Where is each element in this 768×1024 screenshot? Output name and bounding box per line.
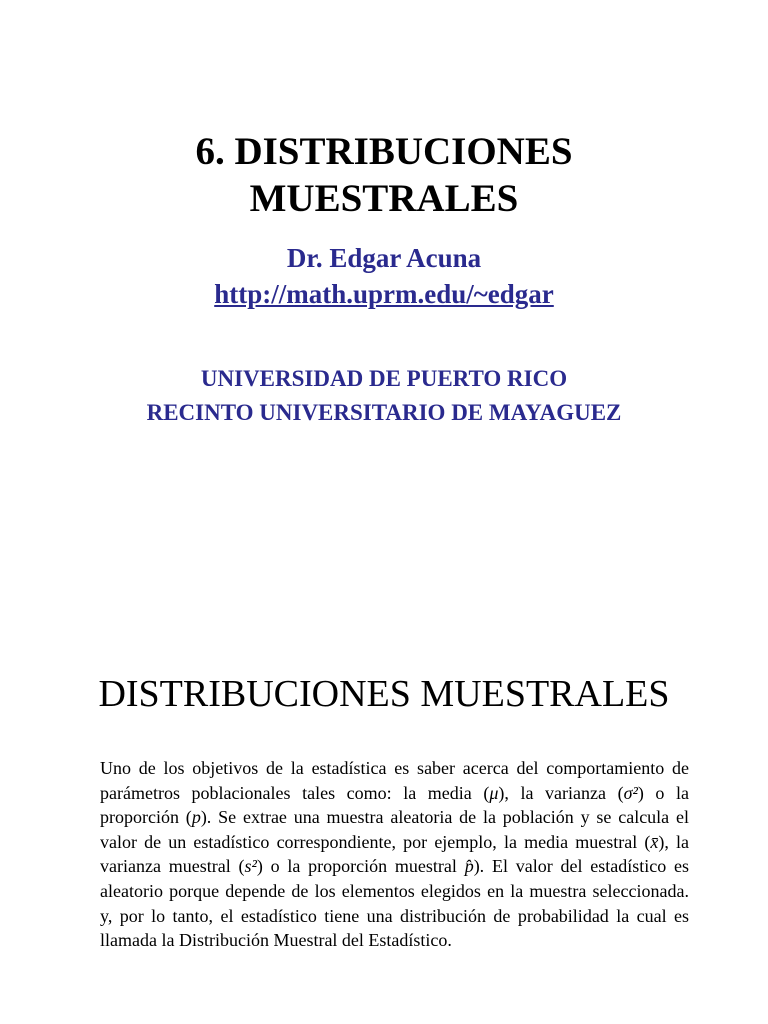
section-title: DISTRIBUCIONES MUESTRALES [98, 673, 670, 715]
author-name: Dr. Edgar Acuna [286, 243, 482, 273]
symbol-mu: μ [489, 782, 499, 803]
institution-block [0, 362, 768, 430]
author-url-link[interactable]: http://math.uprm.edu/~edgar [214, 279, 554, 309]
symbol-p-hat: p̂ [464, 856, 474, 877]
symbol-sigma-squared: σ² [623, 782, 638, 803]
title-line-1: 6. DISTRIBUCIONES [195, 130, 573, 173]
paragraph-text: Uno de los objetivos de la estadística es saber acerca del comportamiento de parámetros poblacionales tales como: la media ( [100, 758, 689, 803]
paragraph-text: ). Se extrae una muestra aleatoria de la población y se calcula el valor de un estadístico correspondiente, por ejemplo, la media muestral ( [100, 807, 689, 852]
paragraph-text: ), la varianza muestral ( [100, 831, 690, 877]
paragraph-text: ). El valor del estadístico es aleatorio porque depende de los elementos elegidos en la muestra seleccionada. y, por lo tanto, el estadístico tiene una distribución de probabilidad la cual es llamada la Distribución Muestral del Estadístico. [100, 856, 689, 951]
institution-line-2: RECINTO UNIVERSITARIO DE MAYAGUEZ [146, 400, 622, 425]
paragraph-text: ) o la proporción muestral [256, 856, 465, 877]
symbol-x-bar: x̄ [650, 831, 659, 852]
symbol-s-squared: s² [244, 856, 257, 877]
symbol-p: p [191, 807, 201, 828]
institution-line-1: UNIVERSIDAD DE PUERTO RICO [200, 366, 568, 391]
paragraph-text: ) o la proporción ( [100, 782, 690, 828]
document-title [0, 128, 768, 222]
title-line-2: MUESTRALES [249, 177, 519, 220]
body-paragraph [96, 756, 689, 953]
paragraph-text: ), la varianza ( [498, 782, 624, 803]
author-block [0, 240, 768, 312]
